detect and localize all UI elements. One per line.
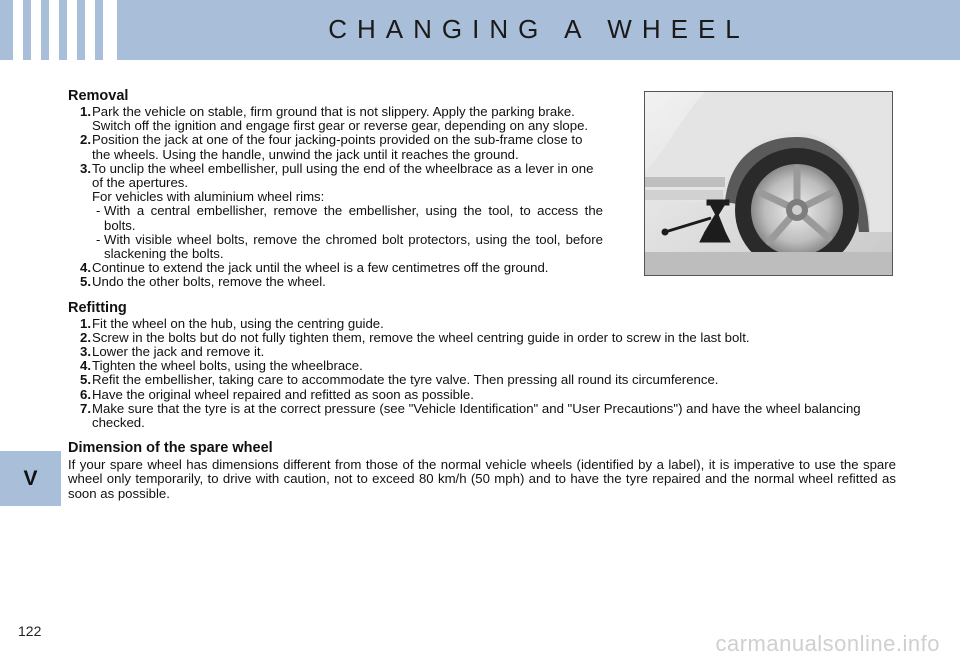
step-line: Position the jack at one of the four jacking-points provided on the sub-frame close to the wheels. Using the handle, unwind the jack until it reaches the ground. (92, 132, 583, 162)
chapter-tab-label: V (23, 466, 38, 490)
step-text (91, 105, 603, 133)
sub-item: - With a central embellisher, remove the embellisher, using the tool, to access the bolts. (95, 203, 603, 233)
step-number: 5. (80, 274, 91, 290)
step-text: Make sure that the tyre is at the correct pressure (see "Vehicle Identification" and "User Precautions") and have the wheel balancing checked. (92, 400, 861, 431)
step-number: 4. (80, 358, 91, 374)
removal-title: Removal (68, 88, 129, 104)
step-line: Undo the other bolts, remove the wheel. (92, 274, 326, 290)
header-stripe (85, 0, 95, 60)
step-text: Have the original wheel repaired and refitted as soon as possible. (92, 386, 474, 402)
chapter-tab[interactable] (0, 451, 61, 506)
step-number: 4. (80, 260, 91, 276)
list-item (68, 261, 603, 275)
list-item (68, 331, 896, 345)
spare-wheel-text: If your spare wheel has dimensions different from those of the normal vehicle wheels (identified by a label), it is imperative to use the spare wheel only temporarily, to drive with caution, not to exceed 80 km/h (50 mph) and to have the tyre repaired and the normal wheel refitted as soon as possible. (68, 457, 896, 501)
list-item (68, 162, 603, 261)
header-stripes (0, 0, 118, 60)
step-text (91, 133, 603, 161)
page-header (0, 0, 960, 60)
step-number: 1. (80, 315, 91, 331)
list-item (68, 317, 896, 331)
step-text: Tighten the wheel bolts, using the wheelbrace. (92, 358, 363, 374)
page-number: 122 (18, 623, 42, 639)
header-stripe (13, 0, 23, 60)
page-title: CHANGING A WHEEL (328, 14, 750, 44)
sub-item-text: With visible wheel bolts, remove the chromed bolt protectors, using the tool, before slackening the bolts. (104, 231, 603, 262)
step-number: 3. (80, 344, 91, 360)
refitting-title: Refitting (68, 299, 127, 316)
step-number: 7. (80, 400, 91, 416)
header-stripe (103, 0, 117, 60)
step-line: To unclip the wheel embellisher, pull using the end of the wheelbrace as a lever in one of the apertures. (92, 160, 594, 191)
step-number: 5. (80, 372, 91, 388)
step-line: For vehicles with aluminium wheel rims: (92, 189, 325, 205)
sub-item-text: With a central embellisher, remove the embellisher, using the tool, to access the bolts. (104, 203, 603, 233)
step-number: 3. (80, 160, 91, 176)
step-line: Continue to extend the jack until the wheel is a few centimetres off the ground. (92, 260, 549, 276)
list-item (68, 359, 896, 373)
list-item (68, 402, 896, 430)
list-item (68, 105, 603, 133)
step-text: Screw in the bolts but do not fully tighten them, remove the wheel centring guide in order to screw in the last bolt. (92, 329, 750, 345)
step-text (91, 275, 603, 289)
step-line: Park the vehicle on stable, firm ground that is not slippery. Apply the parking brake. (92, 104, 575, 119)
list-item (68, 133, 603, 161)
step-text: Refit the embellisher, taking care to accommodate the tyre valve. Then pressing all round its circumference. (92, 372, 719, 388)
list-item (68, 373, 896, 387)
step-text: Lower the jack and remove it. (92, 344, 265, 360)
list-item (68, 275, 603, 289)
watermark: carmanualsonline.info (715, 631, 940, 656)
step-line: Switch off the ignition and engage first gear or reverse gear, depending on any slope. (92, 118, 589, 134)
step-number: 6. (80, 386, 91, 402)
header-stripe (49, 0, 59, 60)
header-stripe (67, 0, 77, 60)
list-item (68, 345, 896, 359)
spare-wheel-section (68, 440, 896, 501)
step-text (91, 261, 603, 275)
header-stripe (31, 0, 41, 60)
removal-section (68, 88, 603, 290)
step-number: 1. (80, 104, 91, 119)
page-content (68, 88, 896, 501)
step-text: Fit the wheel on the hub, using the centring guide. (92, 315, 384, 331)
spare-wheel-title: Dimension of the spare wheel (68, 440, 273, 457)
step-text (91, 162, 603, 261)
refitting-section (68, 300, 896, 431)
sub-item: - With visible wheel bolts, remove the chromed bolt protectors, using the tool, before slackening the bolts. (95, 231, 603, 262)
list-item (68, 388, 896, 402)
step-number: 2. (80, 132, 91, 148)
step-number: 2. (80, 329, 91, 345)
